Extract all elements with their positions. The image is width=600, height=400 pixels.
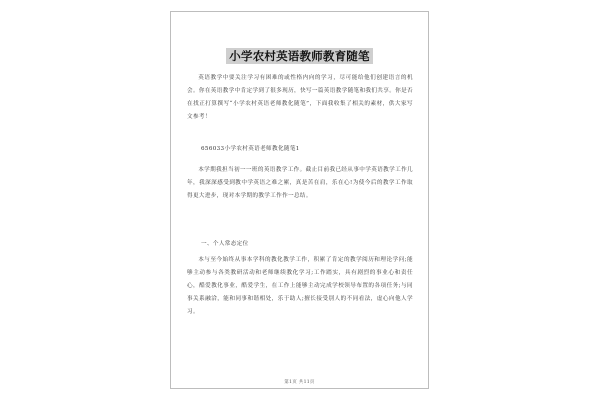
body-paragraph-2: 本与至今始终从事本学科的教化教学工作，积累了肯定的教学阅历和理论学问;能够主动参与各类教研活动和老师继续教化学习;工作踏实，具有剧烈的事业心和责任心，酷爱教化事业，酷爱学生，在工作上能够主动完成学校领导布置的各项任务;与同事关系融洽，能和同事和谐相处，乐于助人;擅长接受别人的不同看法，虚心向他人学习。	[187, 257, 413, 315]
title-container	[171, 45, 428, 64]
section-heading: 一、个人常态定位	[201, 241, 249, 247]
document-title: 小学农村英语教师教育随笔	[226, 48, 372, 64]
document-page	[170, 11, 429, 389]
intro-paragraph: 英语教学中要关注学习有困难的或性格内向的学习，尽可能给他们创建语言的机会。你在英语教学中肯定学到了很多现历，快写一篇英语教学随笔和我们共享。你是否在找正打算撰写“小学农村英语老师教化随笔”，下面我收集了相关的素材，供大家写文参考！	[187, 75, 413, 120]
essay-subtitle: 656033小学农村英语老师教化随笔1	[201, 146, 300, 152]
body-paragraph-block-1	[187, 164, 413, 203]
intro-paragraph-block	[187, 72, 413, 124]
body-paragraph-1: 本学期我担当初一一班的英语教学工作。截止目前我已经从事中学英语教学工作几年，我深深感受到教中学英语之难之累，真是苦在肩，乐在心!为使今后的教学工作取得更大进步，现对本学期的教学工作作一总结。	[187, 167, 413, 199]
body-paragraph-block-2	[187, 254, 413, 319]
page-number-footer: 第1页 共11页	[284, 380, 315, 385]
